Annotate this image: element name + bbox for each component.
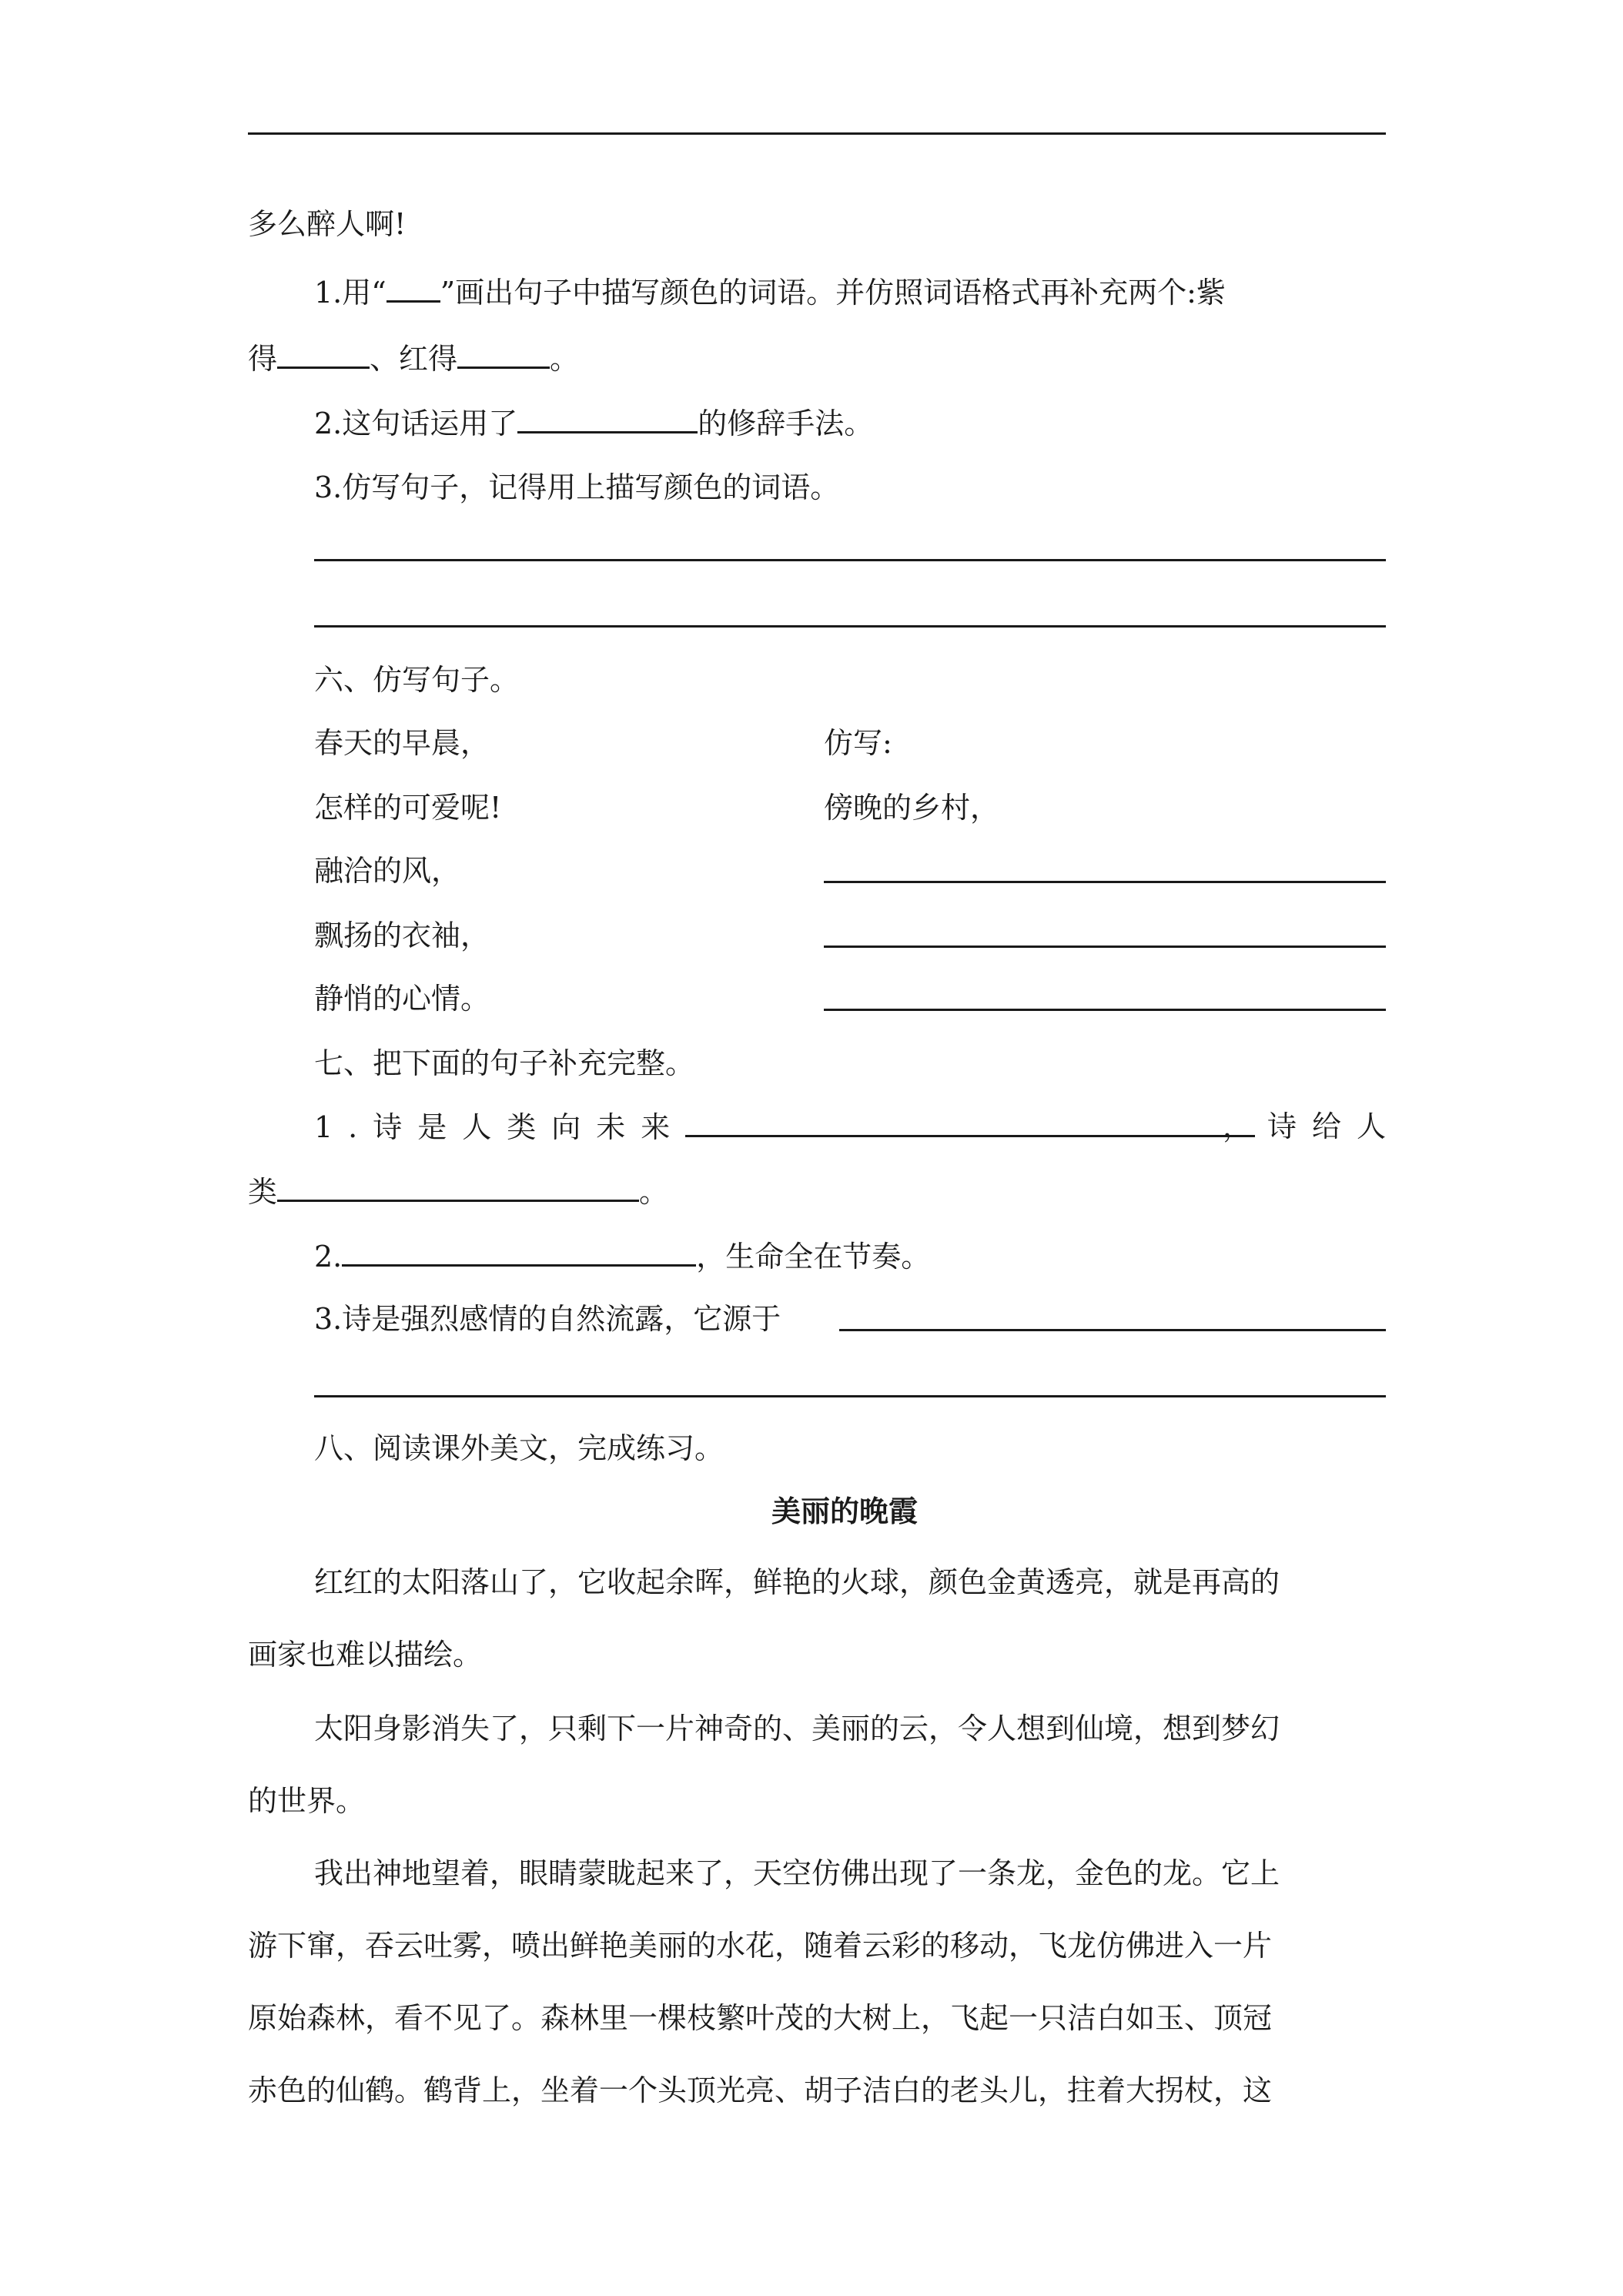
article-line: 游下窜，吞云吐雾，喷出鲜艳美丽的水花，随着云彩的移动，飞龙仿佛进入一片 xyxy=(248,1929,1273,1963)
article-line: 的世界。 xyxy=(248,1784,366,1818)
fill-question-3: 3.诗是强烈感情的自然流露，它源于 xyxy=(314,1302,781,1336)
question-text: 2. xyxy=(314,1240,343,1274)
answer-line[interactable] xyxy=(839,1329,1386,1331)
answer-blank[interactable] xyxy=(517,408,698,433)
section-heading: 七、把下面的句子补充完整。 xyxy=(314,1046,695,1080)
poem-line: 融洽的风， xyxy=(314,854,461,888)
section-heading: 六、仿写句子。 xyxy=(314,663,520,697)
answer-line[interactable] xyxy=(824,881,1386,883)
question-text: 的修辞手法。 xyxy=(698,407,874,440)
article-line: 赤色的仙鹤。鹤背上，坐着一个头顶光亮、胡子洁白的老头儿，拄着大拐杖，这 xyxy=(248,2073,1273,2107)
answer-blank[interactable] xyxy=(457,343,550,369)
answer-blank[interactable] xyxy=(387,277,440,303)
poem-line: 怎样的可爱呢! xyxy=(314,791,502,825)
article-title: 美丽的晚霞 xyxy=(771,1494,919,1528)
question-text: ，诗给人 xyxy=(1222,1110,1401,1143)
article-line: 太阳身影消失了，只剩下一片神奇的、美丽的云，令人想到仙境，想到梦幻 xyxy=(314,1712,1280,1745)
poem-line: 飘扬的衣袖， xyxy=(314,919,490,952)
poem-line: 春天的早晨， xyxy=(314,726,490,760)
question-2 xyxy=(314,408,873,438)
answer-line[interactable] xyxy=(314,1395,1386,1397)
imitate-line: 傍晚的乡村， xyxy=(824,791,1000,825)
question-text: ，生命全在节奏。 xyxy=(696,1240,931,1274)
text-line: 多么醉人啊! xyxy=(248,207,407,241)
section-heading: 八、阅读课外美文，完成练习。 xyxy=(314,1431,724,1465)
answer-blank[interactable] xyxy=(277,1176,639,1202)
question-text: 类 xyxy=(248,1175,278,1209)
article-line: 红红的太阳落山了，它收起余晖，鲜艳的火球，颜色金黄透亮，就是再高的 xyxy=(314,1565,1280,1599)
question-1 xyxy=(314,276,1226,310)
answer-line[interactable] xyxy=(314,625,1386,628)
question-text: 。 xyxy=(639,1175,669,1209)
question-3: 3.仿写句子，记得用上描写颜色的词语。 xyxy=(314,470,840,504)
question-text: 。 xyxy=(550,342,580,376)
question-text: ”画出句子中描写颜色的词语。并仿照词语格式再补充两个:紫 xyxy=(440,276,1226,310)
answer-blank[interactable] xyxy=(685,1112,1255,1137)
answer-line[interactable] xyxy=(314,559,1386,561)
question-1-cont xyxy=(248,342,580,376)
article-line: 原始森林，看不见了。森林里一棵枝繁叶茂的大树上，飞起一只洁白如玉、顶冠 xyxy=(248,2001,1273,2035)
question-text: 1.诗是人类向未来 xyxy=(314,1110,686,1144)
answer-line[interactable] xyxy=(824,1009,1386,1011)
fill-question-1 xyxy=(314,1110,1401,1144)
question-text: 得 xyxy=(248,342,278,376)
answer-line[interactable] xyxy=(824,946,1386,948)
article-line: 画家也难以描绘。 xyxy=(248,1638,483,1672)
article-line: 我出神地望着，眼睛蒙眬起来了，天空仿佛出现了一条龙，金色的龙。它上 xyxy=(314,1856,1280,1890)
question-text: 、红得 xyxy=(370,342,458,376)
question-text: 2.这句话运用了 xyxy=(314,407,518,440)
fill-question-2 xyxy=(314,1240,931,1274)
fill-question-1-cont xyxy=(248,1176,668,1207)
question-text: 1.用“ xyxy=(314,276,387,310)
answer-blank[interactable] xyxy=(277,343,370,369)
poem-line: 静悄的心情。 xyxy=(314,982,490,1016)
imitate-label: 仿写: xyxy=(824,726,892,760)
header-rule xyxy=(248,132,1386,135)
answer-blank[interactable] xyxy=(342,1241,696,1267)
